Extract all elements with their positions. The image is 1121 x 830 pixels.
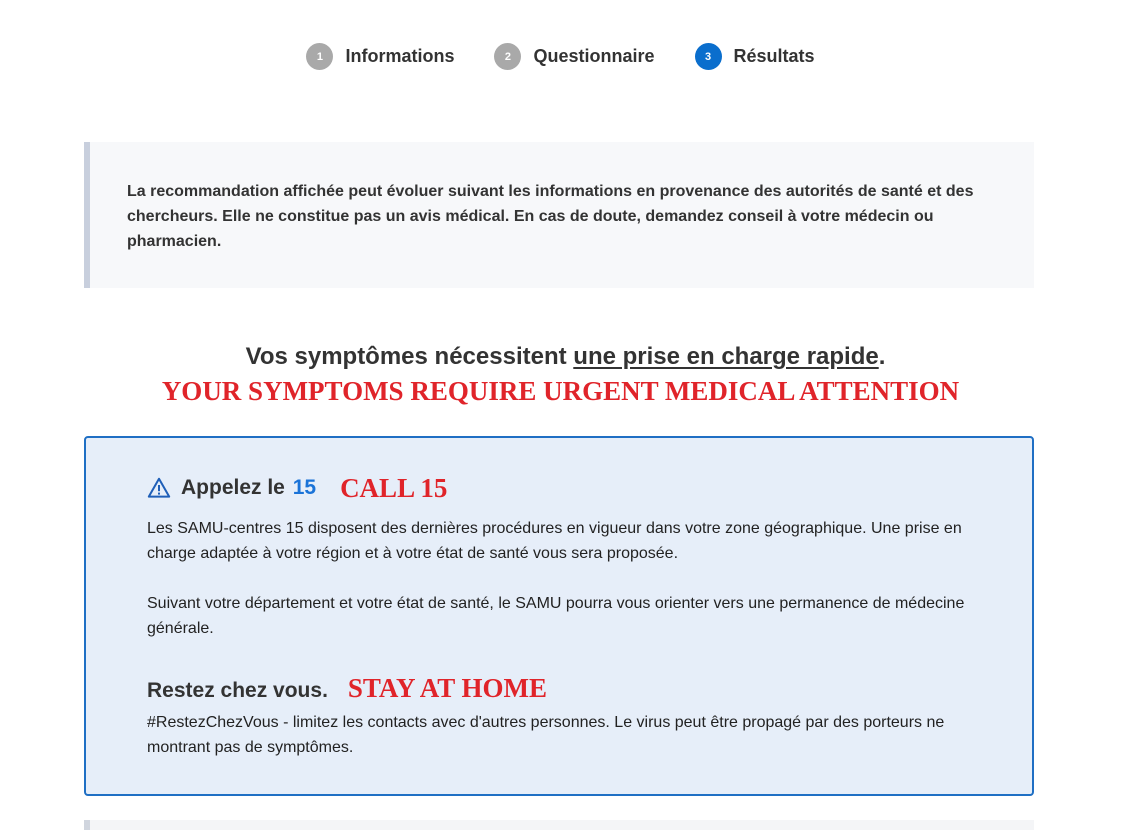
call-prefix: Appelez le [181,476,291,499]
warning-icon [147,476,171,500]
next-section-edge [84,820,1034,830]
step-resultats[interactable] [695,43,815,70]
result-headline [0,340,1121,408]
call-title [181,476,316,500]
stay-home-text: limitez les contacts avec d'autres personnes. Le virus peut être propagé par des porteurs ne montrant pas de symptômes. [147,714,945,756]
step-informations[interactable] [306,43,454,70]
stay-home-heading-row [147,670,972,706]
stay-home-title: Restez chez vous. [147,679,328,702]
step-number-badge: 1 [306,43,333,70]
step-label: Questionnaire [533,46,655,66]
stay-home-english-annotation: STAY AT HOME [347,672,547,703]
headline-prefix: Vos symptômes nécessitent [245,343,574,370]
step-questionnaire[interactable] [494,43,654,70]
step-label: Résultats [733,46,815,66]
call-english-annotation: CALL 15 [340,472,448,503]
progress-stepper [0,43,1121,70]
step-number-badge: 2 [494,43,521,70]
step-label: Informations [345,46,455,66]
department-paragraph: Suivant votre département et votre état de santé, le SAMU pourra vous orienter vers une permanence de médecine générale. [147,595,965,637]
headline-emphasis: une prise en charge rapide [573,343,879,370]
hashtag: #RestezChezVous [147,714,279,731]
hashtag-separator: - [278,714,293,731]
stay-home-paragraph [147,710,972,760]
headline-suffix: . [878,343,886,370]
call-number: 15 [292,476,317,499]
recommendation-box [84,436,1034,796]
headline-french [10,340,1121,374]
headline-english-annotation: YOUR SYMPTOMS REQUIRE URGENT MEDICAL ATTENTION [161,376,960,406]
samu-paragraph: Les SAMU-centres 15 disposent des dernières procédures en vigueur dans votre zone géographique. Une prise en charge adaptée à votre région et à votre état de santé vous sera proposée. [147,520,962,562]
step-number-badge: 3 [695,43,722,70]
disclaimer-text: La recommandation affichée peut évoluer suivant les informations en provenance des autorités de santé et des chercheurs. Elle ne constitue pas un avis médical. En cas de doute, demandez conseil à votre médecin ou pharmacien. [127,183,974,250]
call-heading-row [147,473,972,503]
disclaimer-notice [84,142,1034,288]
